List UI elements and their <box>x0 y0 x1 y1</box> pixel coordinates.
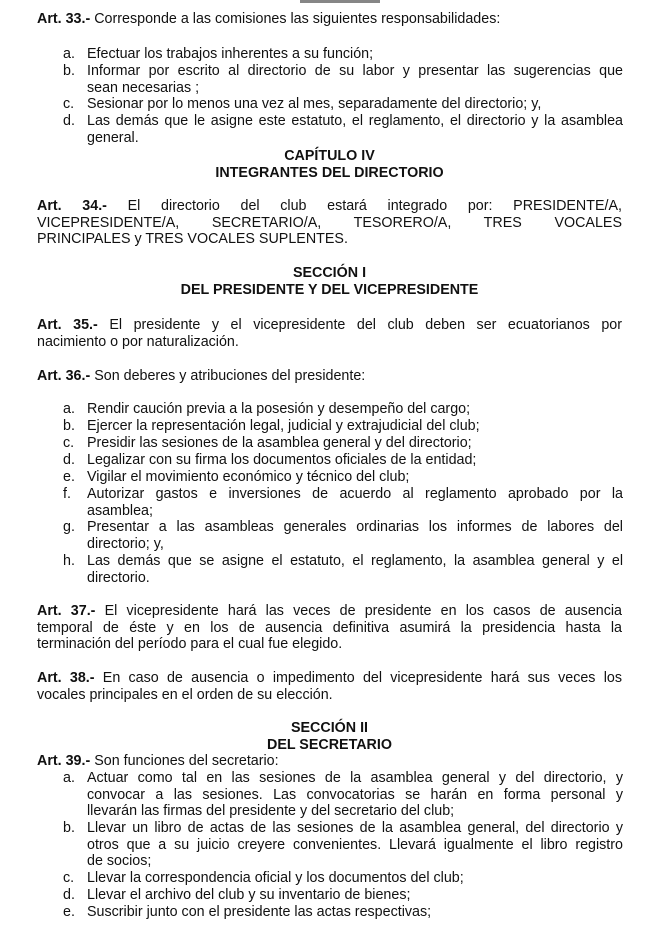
list-item <box>63 887 623 904</box>
list-item <box>63 904 623 921</box>
list-text: Llevar el archivo del club y su inventario de bienes; <box>87 887 411 903</box>
list-marker: e. <box>63 904 75 920</box>
paragraph-line: vocales principales en el orden de su elección. <box>37 686 333 703</box>
list-text: Vigilar el movimiento económico y técnico del club; <box>87 469 410 485</box>
paragraph-line: El vicepresidente hará las veces de presidente en los casos de ausencia <box>104 603 622 619</box>
list-marker: d. <box>63 113 75 129</box>
chapter-title: CAPÍTULO IV <box>284 148 375 164</box>
list-text: de socios; <box>87 853 152 870</box>
art39-intro <box>37 753 622 770</box>
art38-paragraph <box>37 670 622 703</box>
paragraph-line: El directorio del club estará integrado por: PRESIDENTE/A, <box>127 198 622 214</box>
list-text: Sesionar por lo menos una vez al mes, separadamente del directorio; y, <box>87 96 542 112</box>
list-marker: c. <box>63 435 75 451</box>
list-item <box>63 96 623 113</box>
list-marker: g. <box>63 519 75 535</box>
art39-text: Son funciones del secretario: <box>94 753 279 769</box>
list-marker: d. <box>63 452 75 468</box>
list-item <box>63 46 623 63</box>
art38-heading: Art. 38.- <box>37 670 95 686</box>
list-item <box>63 418 623 435</box>
art36-text: Son deberes y atribuciones del presidente: <box>94 368 366 384</box>
list-item <box>63 469 623 486</box>
list-item <box>63 486 623 519</box>
list-marker: b. <box>63 63 75 79</box>
list-item <box>63 553 623 586</box>
list-text: convocar a las sesiones. Las convocatorias se harán en forma personal y <box>87 786 623 803</box>
list-text: asamblea; <box>87 502 153 519</box>
section-title: SECCIÓN I <box>292 265 367 281</box>
art33-text: Corresponde a las comisiones las siguientes responsabilidades: <box>94 11 501 27</box>
list-text: Autorizar gastos e inversiones de acuerdo al reglamento aprobado por la <box>87 486 623 502</box>
paragraph-line: El presidente y el vicepresidente del club deben ser ecuatorianos por <box>109 317 622 333</box>
list-text: sean necesarias ; <box>87 79 200 96</box>
list-text: Las demás que se asigne el estatuto, el reglamento, la asamblea general y el <box>87 553 623 569</box>
art36-heading: Art. 36.- <box>37 368 91 384</box>
paragraph-line: temporal de éste y en los de ausencia definitiva asumirá la presidencia hasta la <box>37 619 622 636</box>
paragraph-line: PRINCIPALES y TRES VOCALES SUPLENTES. <box>37 231 348 248</box>
list-text: Las demás que le asigne este estatuto, el reglamento, el directorio y la asamblea <box>87 113 623 129</box>
list-marker: a. <box>63 46 75 62</box>
list-text: otros que a su juicio creyere convenientes. Llevará igualmente el libro registro <box>87 836 623 853</box>
list-text: Rendir caución previa a la posesión y desempeño del cargo; <box>87 401 471 417</box>
art34-heading: Art. 34.- <box>37 198 107 214</box>
list-marker: f. <box>63 486 71 502</box>
list-text: Presidir las sesiones de la asamblea general y del directorio; <box>87 435 472 451</box>
list-marker: a. <box>63 770 75 786</box>
section-subtitle: DEL PRESIDENTE Y DEL VICEPRESIDENTE <box>180 282 479 298</box>
list-item <box>63 452 623 469</box>
art34-paragraph <box>37 198 622 248</box>
list-item <box>63 435 623 452</box>
list-marker: c. <box>63 870 75 886</box>
list-text: Actuar como tal en las sesiones de la asamblea general y del directorio, y <box>87 770 623 786</box>
paragraph-line: terminación del período para el cual fue elegido. <box>37 636 343 653</box>
list-item <box>63 820 623 870</box>
art33-intro <box>37 11 622 28</box>
list-text: Informar por escrito al directorio de su labor y presentar las sugerencias que <box>87 63 623 79</box>
list-marker: b. <box>63 418 75 434</box>
art35-paragraph <box>37 317 622 350</box>
section-subtitle: DEL SECRETARIO <box>267 737 392 753</box>
list-marker: e. <box>63 469 75 485</box>
art33-heading: Art. 33.- <box>37 11 91 27</box>
paragraph-line: nacimiento o por naturalización. <box>37 333 239 350</box>
list-item <box>63 63 623 96</box>
list-text: Llevar un libro de actas de las sesiones de la asamblea general, del directorio y <box>87 820 623 836</box>
chapter-subtitle: INTEGRANTES DEL DIRECTORIO <box>215 165 444 181</box>
list-text: Llevar la correspondencia oficial y los documentos del club; <box>87 870 464 886</box>
list-text: llevarán las firmas del presidente y del secretario del club; <box>87 803 455 820</box>
list-marker: c. <box>63 96 75 112</box>
art37-heading: Art. 37.- <box>37 603 96 619</box>
list-text: directorio. <box>87 569 150 586</box>
list-marker: b. <box>63 820 75 836</box>
list-item <box>63 870 623 887</box>
art36-intro <box>37 368 622 385</box>
list-text: Suscribir junto con el presidente las actas respectivas; <box>87 904 432 920</box>
list-marker: h. <box>63 553 75 569</box>
page-top-cutoff <box>0 0 648 3</box>
art37-paragraph <box>37 603 622 653</box>
list-item <box>63 401 623 418</box>
paragraph-line: En caso de ausencia o impedimento del vicepresidente hará sus veces los <box>102 670 622 686</box>
list-text: directorio; y, <box>87 535 164 552</box>
section-title: SECCIÓN II <box>290 720 369 736</box>
list-marker: d. <box>63 887 75 903</box>
list-item <box>63 113 623 146</box>
list-marker: a. <box>63 401 75 417</box>
list-item <box>63 519 623 552</box>
list-text: Presentar a las asambleas generales ordinarias los informes de labores del <box>87 519 623 535</box>
art39-heading: Art. 39.- <box>37 753 91 769</box>
art35-heading: Art. 35.- <box>37 317 98 333</box>
paragraph-line: VICEPRESIDENTE/A, SECRETARIO/A, TESORERO/A, TRES VOCALES <box>37 214 622 231</box>
list-text: Efectuar los trabajos inherentes a su función; <box>87 46 374 62</box>
list-text: Legalizar con su firma los documentos oficiales de la entidad; <box>87 452 477 468</box>
list-text: Ejercer la representación legal, judicial y extrajudicial del club; <box>87 418 480 434</box>
list-text: general. <box>87 129 139 146</box>
list-item <box>63 770 623 820</box>
